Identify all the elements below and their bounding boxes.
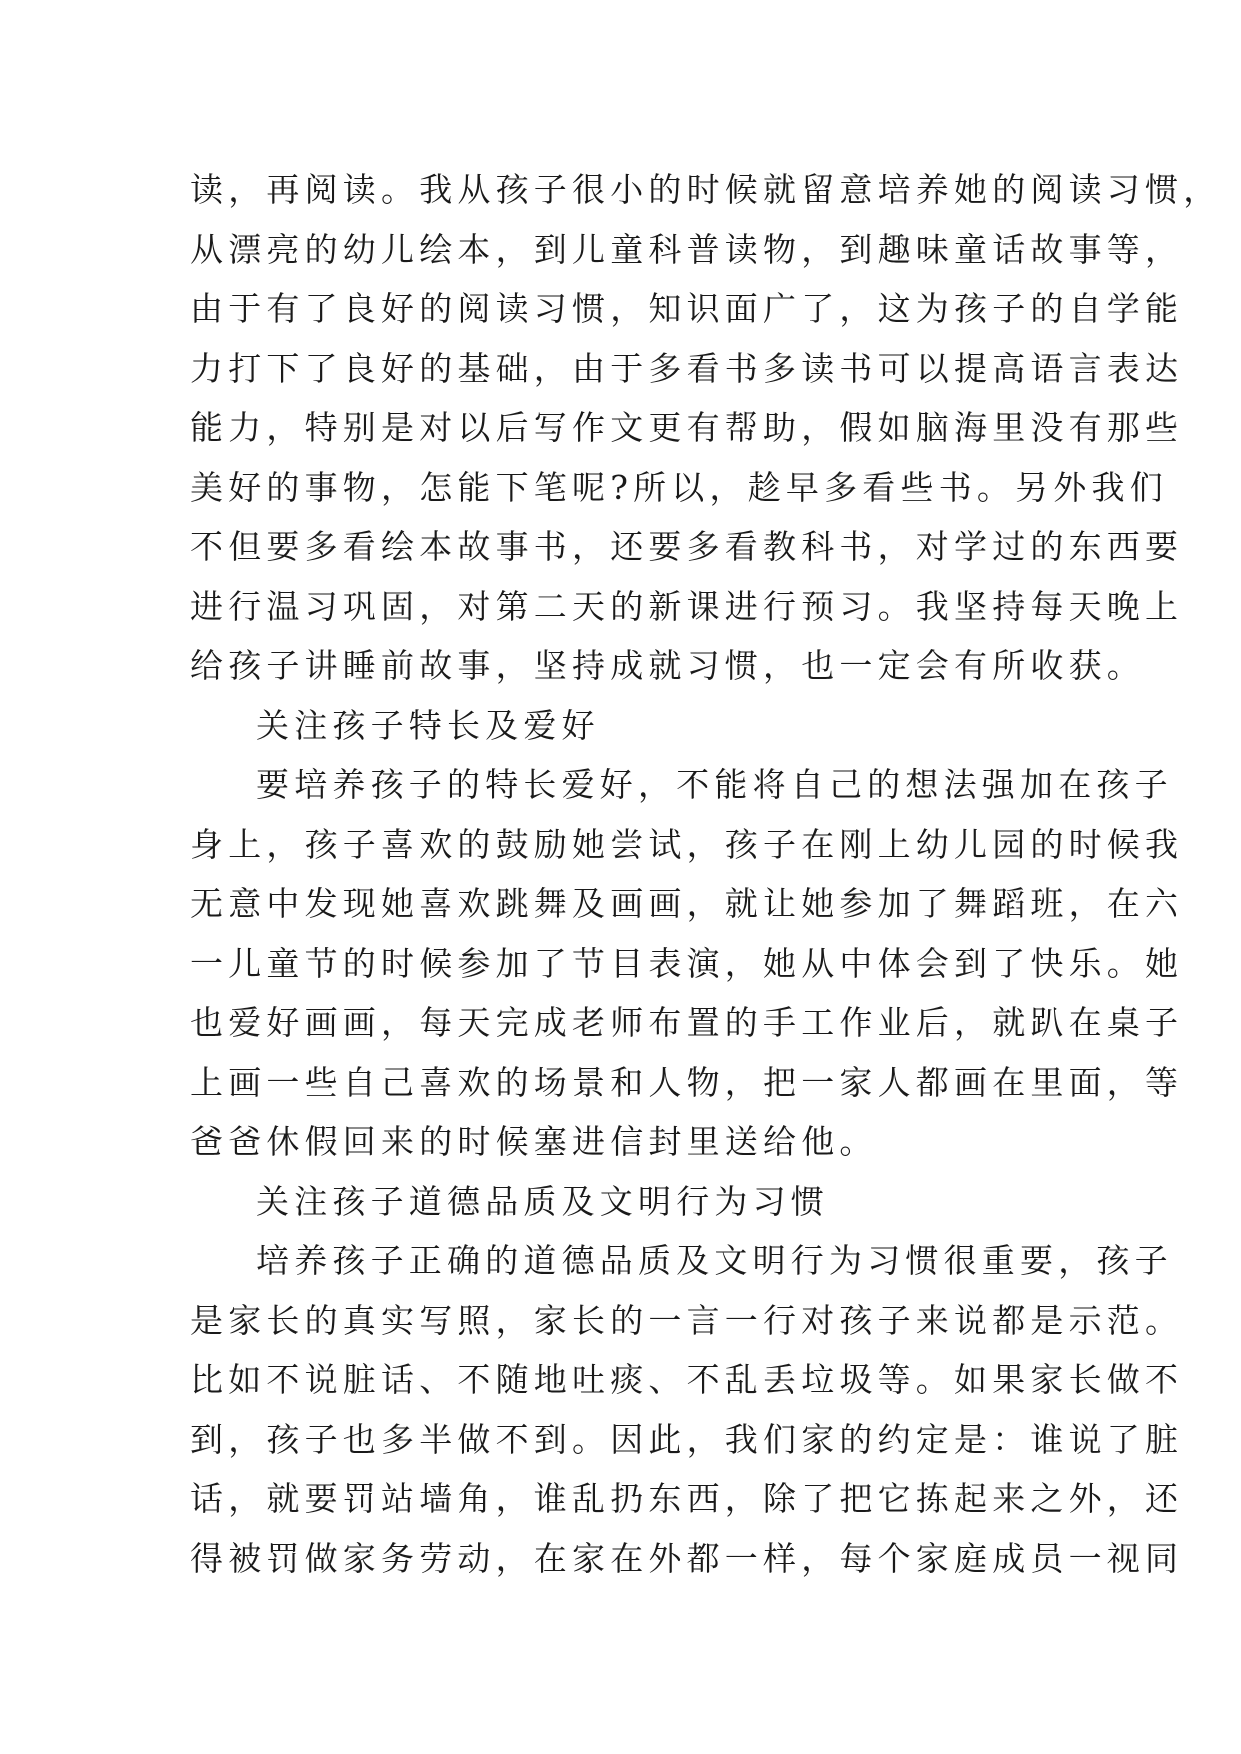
text-line: 到，孩子也多半做不到。因此，我们家的约定是：谁说了脏 xyxy=(190,1419,1184,1459)
text-line: 比如不说脏话、不随地吐痰、不乱丢垃圾等。如果家长做不 xyxy=(190,1360,1184,1399)
text-line: 得被罚做家务劳动，在家在外都一样，每个家庭成员一视同 xyxy=(190,1538,1184,1578)
text-line: 身上，孩子喜欢的鼓励她尝试，孩子在刚上幼儿园的时候我 xyxy=(190,824,1184,864)
text-line: 话，就要罚站墙角，谁乱扔东西，除了把它拣起来之外，还 xyxy=(190,1479,1184,1518)
body-text xyxy=(190,160,1222,1588)
text-line: 进行温习巩固，对第二天的新课进行预习。我坚持每天晚上 xyxy=(190,586,1184,626)
text-line: 从漂亮的幼儿绘本，到儿童科普读物，到趣味童话故事等， xyxy=(190,229,1184,269)
text-line: 给孩子讲睡前故事，坚持成就习惯，也一定会有所收获。 xyxy=(190,646,1145,685)
section-heading: 关注孩子特长及爱好 xyxy=(256,705,600,745)
text-line: 不但要多看绘本故事书，还要多看教科书，对学过的东西要 xyxy=(190,527,1184,566)
text-line: 一儿童节的时候参加了节目表演，她从中体会到了快乐。她 xyxy=(190,943,1184,983)
text-line: 无意中发现她喜欢跳舞及画画，就让她参加了舞蹈班，在六 xyxy=(190,884,1184,923)
text-line: 读，再阅读。我从孩子很小的时候就留意培养她的阅读习惯， xyxy=(190,170,1222,209)
text-line: 爸爸休假回来的时候塞进信封里送给他。 xyxy=(190,1122,878,1161)
text-line: 能力，特别是对以后写作文更有帮助，假如脑海里没有那些 xyxy=(190,408,1184,447)
text-line: 要培养孩子的特长爱好，不能将自己的想法强加在孩子 xyxy=(256,765,1173,804)
text-line: 也爱好画画，每天完成老师布置的手工作业后，就趴在桌子 xyxy=(190,1003,1184,1042)
text-line: 美好的事物，怎能下笔呢?所以，趁早多看些书。另外我们 xyxy=(190,467,1168,507)
text-line: 力打下了良好的基础，由于多看书多读书可以提高语言表达 xyxy=(190,348,1184,388)
text-line: 由于有了良好的阅读习惯，知识面广了，这为孩子的自学能 xyxy=(190,289,1184,328)
text-line: 上画一些自己喜欢的场景和人物，把一家人都画在里面，等 xyxy=(190,1062,1184,1102)
text-line: 培养孩子正确的道德品质及文明行为习惯很重要，孩子 xyxy=(256,1241,1173,1280)
text-line: 是家长的真实写照，家长的一言一行对孩子来说都是示范。 xyxy=(190,1300,1184,1340)
section-heading: 关注孩子道德品质及文明行为习惯 xyxy=(256,1181,829,1221)
